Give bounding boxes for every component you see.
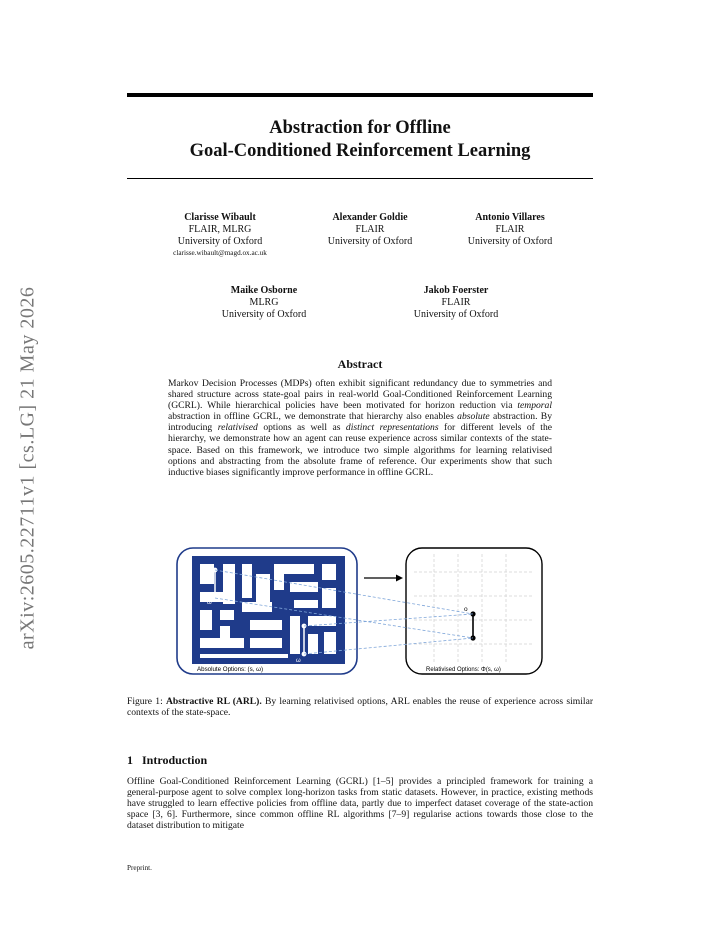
author-affiliation: FLAIR [441, 297, 471, 308]
author-block [300, 212, 440, 248]
omega-label: ω [296, 658, 301, 664]
relativised-options-frame [406, 548, 542, 674]
author-institution: University of Oxford [467, 236, 553, 247]
figure-1 [170, 544, 550, 684]
author-email[interactable]: clarisse.wibault@magd.ox.ac.uk [173, 249, 267, 257]
paper-title [127, 117, 593, 163]
author-name: Maike Osborne [230, 285, 298, 296]
author-block [440, 212, 580, 248]
author-institution: University of Oxford [413, 309, 499, 320]
author-name: Alexander Goldie [332, 212, 408, 223]
author-name: Jakob Foerster [423, 285, 489, 296]
relativised-options-label: Relativised Options: Φ(s, ω) [426, 667, 501, 673]
author-name: Antonio Villares [475, 212, 545, 223]
title-line-1: Abstraction for Offline [269, 118, 451, 138]
figure-caption: Figure 1: Abstractive RL (ARL). By learning relativised options, ARL enables the reuse of experience across similar contexts of the state-space. [127, 696, 594, 718]
omega-label: ω [207, 600, 212, 606]
section-heading [127, 753, 207, 768]
arxiv-stamp [8, 258, 48, 678]
author-name: Clarisse Wibault [184, 212, 256, 223]
author-institution: University of Oxford [177, 236, 263, 247]
abstract-heading: Abstract [337, 357, 383, 371]
author-affiliation: FLAIR, MLRG [188, 224, 252, 235]
title-line-2: Goal-Conditioned Reinforcement Learning [189, 141, 531, 161]
author-block [194, 285, 334, 321]
author-affiliation: FLAIR [495, 224, 525, 235]
intro-paragraph: Offline Goal-Conditioned Reinforcement Learning (GCRL) [1–5] provides a principled framework for training a general-purpose agent to solve complex long-horizon tasks from static datasets. However, in practice, existing methods have struggled to learn effective policies from offline data, partly due to imperfect dataset coverage of the state-action space [3, 6]. Furthermore, since common offline RL algorithms [7–9] regularise actions towards those close to the dataset distribution to mitigate [127, 776, 593, 831]
author-institution: University of Oxford [327, 236, 413, 247]
arrow-icon [396, 575, 403, 582]
arxiv-id: arXiv:2605.22711v1 [cs.LG] 21 May 2026 [16, 286, 39, 650]
author-institution: University of Oxford [221, 309, 307, 320]
o-label: o [464, 606, 468, 613]
author-block [140, 212, 300, 259]
author-affiliation: MLRG [249, 297, 279, 308]
absolute-options-label: Absolute Options: (s, ω) [197, 666, 264, 673]
top-rule [127, 93, 593, 97]
section-title: Introduction [142, 753, 208, 767]
title-rule [127, 178, 593, 179]
footer-note: Preprint. [127, 864, 152, 872]
s-prime-label: s' [296, 620, 301, 626]
author-affiliation: FLAIR [355, 224, 385, 235]
abstract-text: Markov Decision Processes (MDPs) often exhibit significant redundancy due to symmetries and shared structure across state-goal pairs in real-world Goal-Conditioned Reinforcement Learning (GCRL). While hierarchical policies have been motivated for horizon reduction via temporal abstraction in offline GCRL, we demonstrate that hierarchy also enables absolute abstraction. By introducing relativised options as well as distinct representations for different levels of the hierarchy, we demonstrate how an agent can reuse experience across similar contexts of the state-space. Based on this framework, we introduce two simple algorithms for learning relativised options and abstracting from the absolute frame of reference. Our experiments show that such inductive biases significantly improve performance in offline GCRL. [168, 378, 553, 478]
author-block [386, 285, 526, 321]
s-label: s [207, 564, 210, 570]
section-number: 1 [127, 753, 133, 767]
